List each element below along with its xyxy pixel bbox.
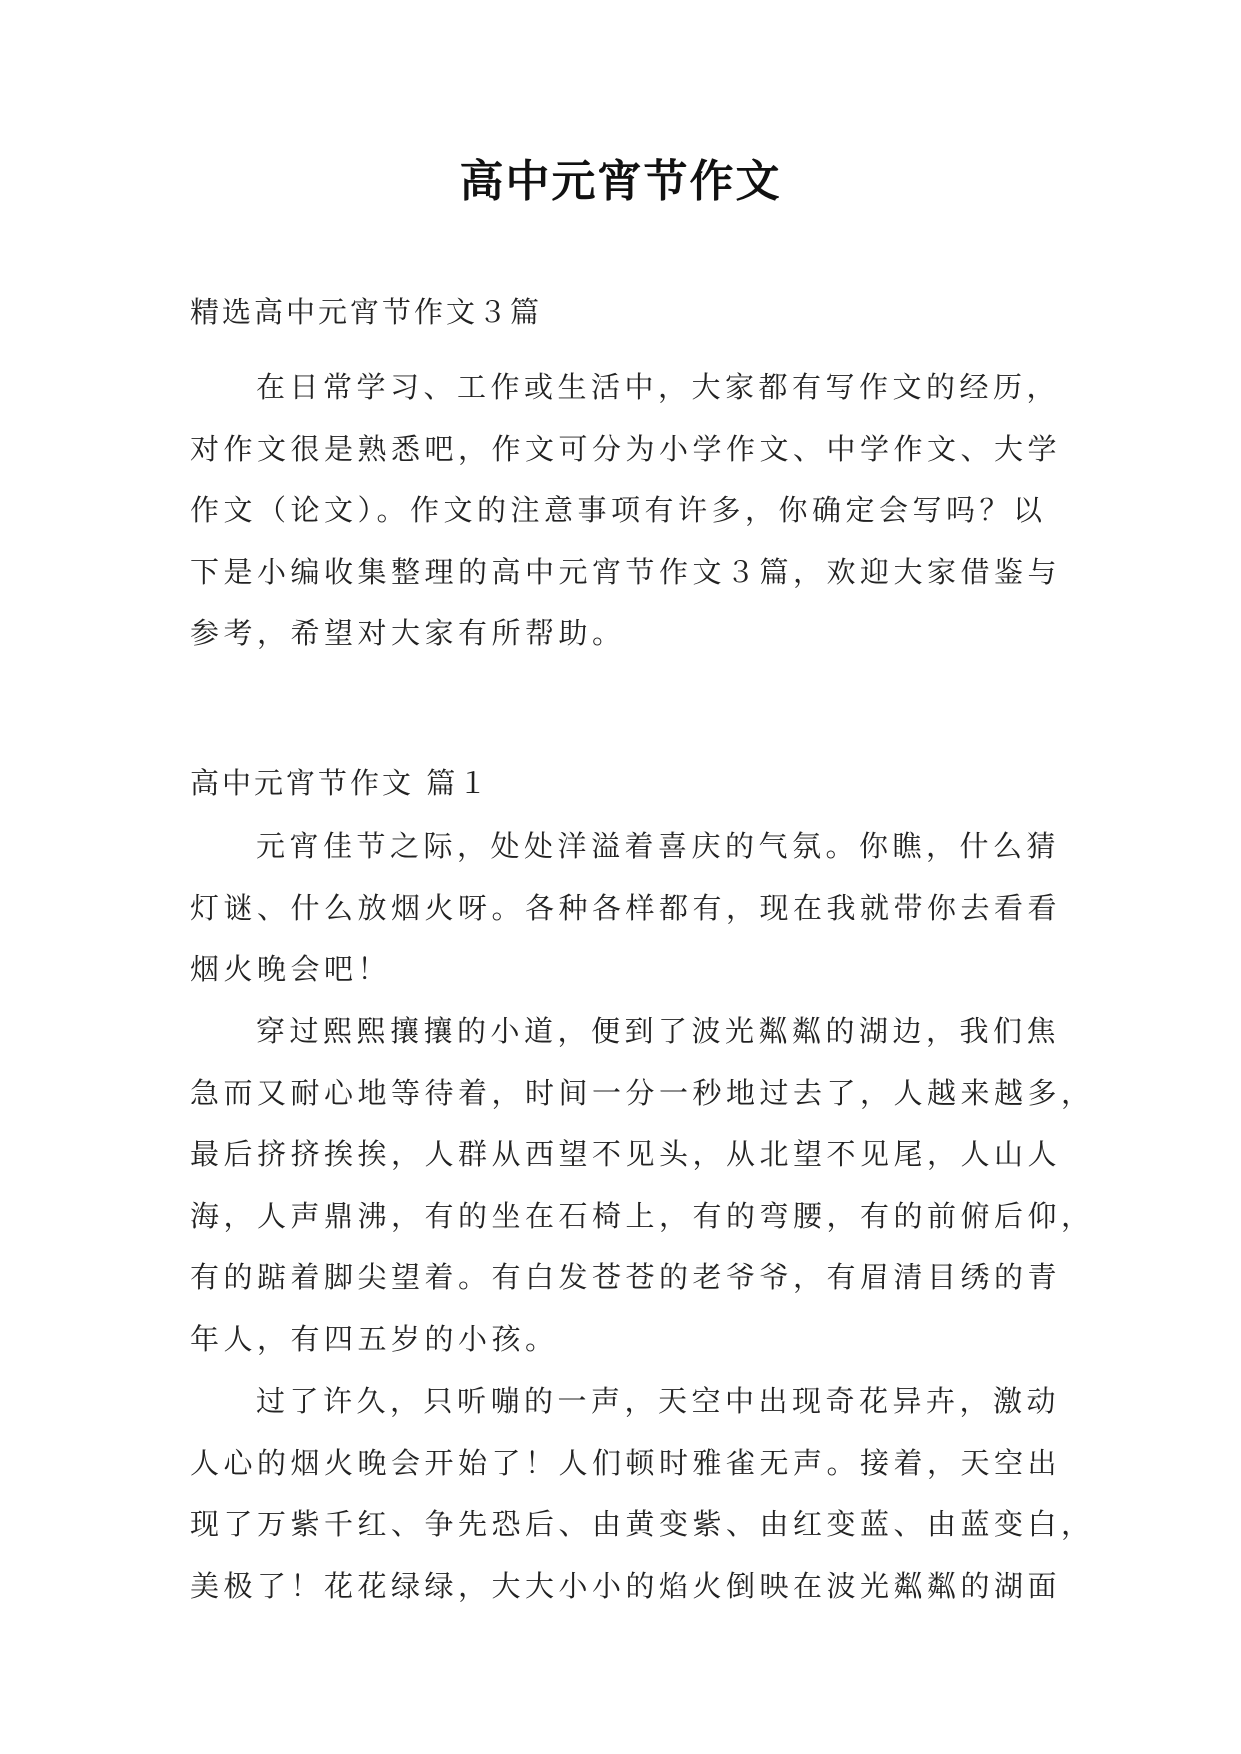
intro-line: 对作文很是熟悉吧，作文可分为小学作文、中学作文、大学 (190, 431, 1062, 466)
paragraph-line: 有的踮着脚尖望着。有白发苍苍的老爷爷，有眉清目绣的青 (190, 1260, 1062, 1295)
intro-paragraph (190, 357, 1065, 665)
paragraph-line: 人心的烟火晚会开始了！人们顿时雅雀无声。接着，天空出 (190, 1445, 1062, 1480)
paragraph-1 (190, 816, 1065, 1001)
paragraph-2 (190, 1001, 1095, 1371)
paragraph-line: 最后挤挤挨挨，人群从西望不见头，从北望不见尾，人山人 (190, 1137, 1062, 1172)
intro-line: 在日常学习、工作或生活中，大家都有写作文的经历， (256, 370, 1061, 404)
paragraph-line: 急而又耐心地等待着，时间一分一秒地过去了，人越来越多， (190, 1075, 1095, 1110)
paragraph-line: 灯谜、什么放烟火呀。各种各样都有，现在我就带你去看看 (190, 890, 1062, 925)
paragraph-line: 穿过熙熙攘攘的小道，便到了波光粼粼的湖边，我们焦 (256, 1014, 1061, 1048)
document-title: 高中元宵节作文 (459, 156, 782, 207)
paragraph-line: 美极了！花花绿绿，大大小小的焰火倒映在波光粼粼的湖面 (190, 1568, 1062, 1603)
paragraph-3 (190, 1371, 1095, 1617)
intro-line: 下是小编收集整理的高中元宵节作文３篇，欢迎大家借鉴与 (190, 554, 1062, 589)
paragraph-line: 过了许久，只听嘣的一声，天空中出现奇花异卉，激动 (256, 1384, 1061, 1418)
paragraph-line: 烟火晚会吧！ (190, 952, 392, 987)
paragraph-line: 年人，有四五岁的小孩。 (190, 1321, 559, 1356)
intro-line: 作文（论文）。作文的注意事项有许多，你确定会写吗？以 (190, 493, 1047, 528)
intro-line: 参考，希望对大家有所帮助。 (190, 616, 626, 651)
section-heading: 高中元宵节作文 篇１ (190, 766, 491, 800)
paragraph-line: 海，人声鼎沸，有的坐在石椅上，有的弯腰，有的前俯后仰， (190, 1198, 1095, 1233)
document-subtitle: 精选高中元宵节作文３篇 (190, 295, 543, 329)
paragraph-line: 元宵佳节之际，处处洋溢着喜庆的气氛。你瞧，什么猜 (256, 829, 1061, 863)
paragraph-line: 现了万紫千红、争先恐后、由黄变紫、由红变蓝、由蓝变白， (190, 1507, 1095, 1542)
